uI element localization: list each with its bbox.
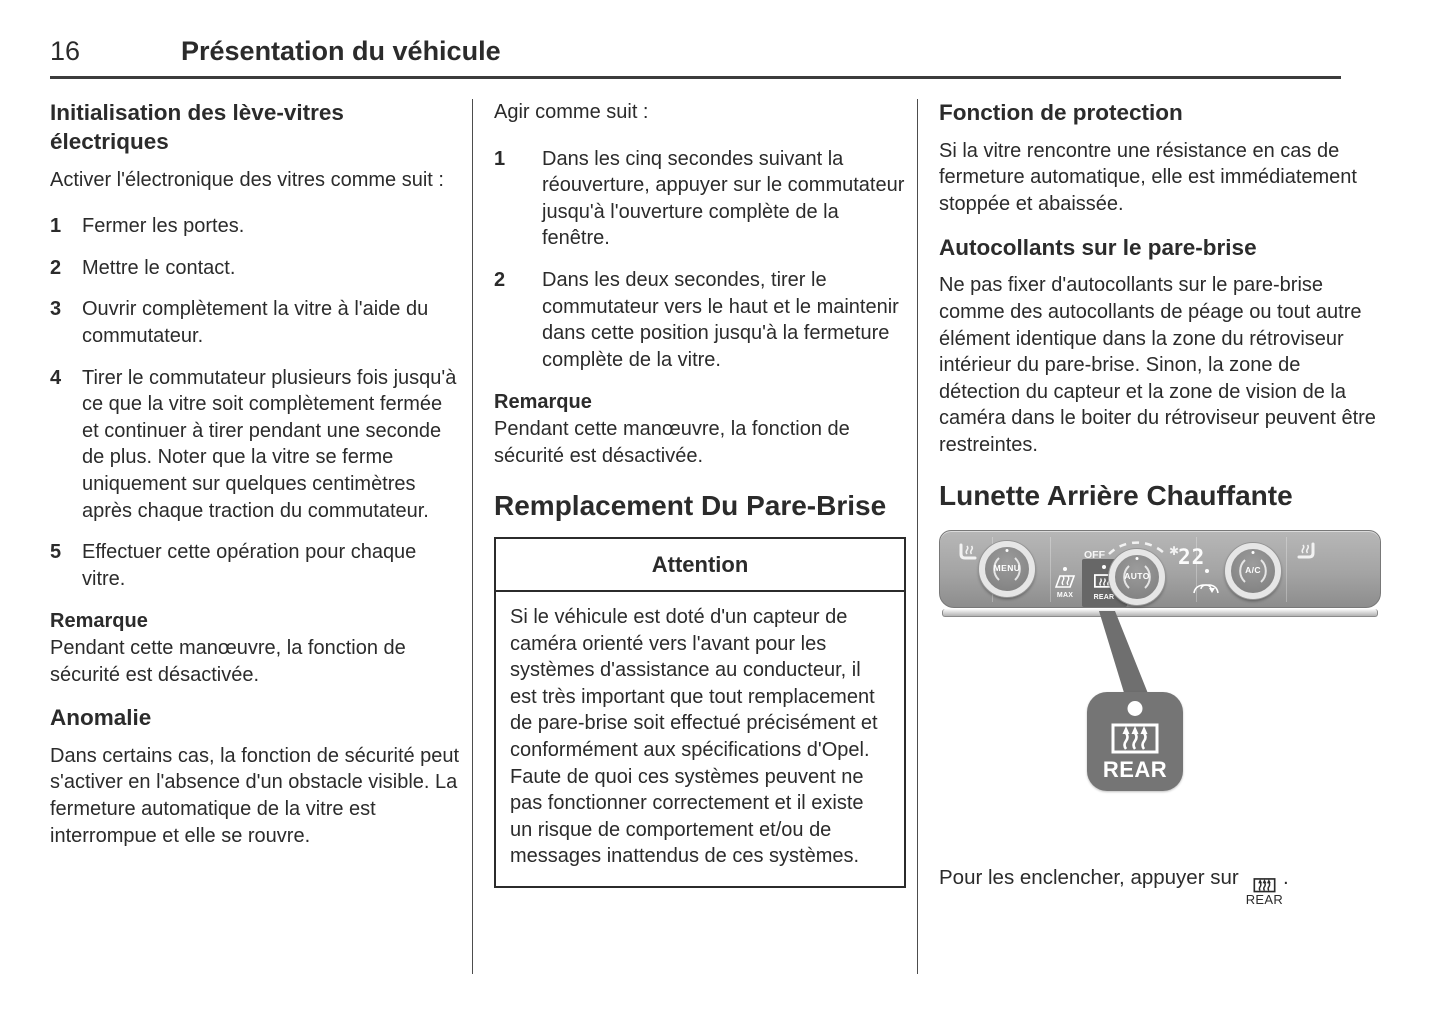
attention-title: Attention (496, 539, 904, 592)
attention-box (494, 537, 906, 888)
content-columns (50, 99, 1445, 974)
section-heading-windshield: Remplacement Du Pare-Brise (494, 490, 887, 522)
column-left (50, 99, 473, 974)
list-item (50, 365, 460, 525)
body-text: Si la vitre rencontre une résistance en cas de fermeture automatique, elle est immédiatement stoppée et abaissée. (939, 139, 1357, 215)
climate-control-figure (939, 528, 1381, 804)
step-number: 2 (50, 256, 62, 279)
step-number: 2 (494, 268, 506, 291)
rear-defrost-icon (1252, 877, 1277, 893)
ac-knob-label: A/C (1245, 565, 1261, 576)
list-item (50, 213, 460, 240)
list-item (494, 267, 906, 373)
numbered-steps (494, 146, 906, 374)
step-number: 5 (50, 541, 62, 564)
body-text: Dans certains cas, la fonction de sécurité peut s'activer en l'absence d'un obstacle visible. La fermeture automatique de la vitre est interrompue et elle se rouvre. (50, 744, 460, 847)
list-item (494, 146, 906, 252)
fan-icon: ✱ (1169, 544, 1180, 559)
step-number: 4 (50, 366, 62, 389)
note-label: Remarque (494, 391, 592, 414)
step-text: Tirer le commutateur plusieurs fois jusqu'à ce que la vitre soit complètement fermée et continuer à tirer pendant une seconde de plus. Noter que la vitre se ferme uniquement sur quelques centimètres après chaque traction du commutateur. (82, 366, 457, 522)
step-number: 3 (50, 298, 62, 321)
step-text: Ouvrir complètement la vitre à l'aide du commutateur. (82, 298, 429, 347)
step-number: 1 (50, 215, 62, 238)
section-heading-anomalie: Anomalie (50, 705, 152, 731)
note-text: Pendant cette manœuvre, la fonction de sécurité est désactivée. (50, 636, 406, 686)
rear-button-label: REAR (1093, 594, 1115, 602)
page-number: 16 (50, 36, 81, 66)
list-item (50, 296, 460, 349)
column-center (473, 99, 918, 974)
rear-button-callout (1087, 692, 1183, 791)
note-label: Remarque (50, 610, 148, 633)
temperature-display: 22 (1178, 545, 1206, 570)
step-text: Fermer les portes. (82, 215, 245, 238)
caption-period: . (1283, 866, 1289, 890)
figure-caption (939, 864, 1379, 906)
attention-body: Si le véhicule est doté d'un capteur de caméra orienté vers l'avant pour les systèmes d'assistance au conducteur, il est très important que tout remplacement de pare-brise soit effectué précisément et conformément aux spécifications d'Opel. Faute de quoi ces systèmes peuvent ne pas fonctionner correctement et il existe un risque de comportement et/ou de messages inattendus de ces systèmes. (510, 605, 878, 868)
step-text: Dans les deux secondes, tirer le commutateur vers le haut et le maintenir dans cette position jusqu'à la fermeture complète de la vitre. (542, 268, 899, 371)
intro-text: Activer l'électronique des vitres comme suit : (50, 168, 444, 191)
caption-rear-label: REAR (1245, 892, 1284, 908)
led-indicator (1128, 701, 1143, 716)
step-text: Mettre le contact. (82, 256, 236, 279)
max-button-label: MAX (1056, 592, 1074, 600)
note-text: Pendant cette manœuvre, la fonction de sécurité est désactivée. (494, 417, 850, 467)
section-heading-rear-window: Lunette Arrière Chauffante (939, 479, 1293, 511)
step-text: Dans les cinq secondes suivant la réouverture, appuyer sur le commutateur jusqu'à l'ouverture complète de la fenêtre. (542, 147, 905, 250)
caption-text: Pour les enclencher, appuyer sur (939, 866, 1239, 890)
rear-key-symbol (1246, 877, 1283, 906)
step-number: 1 (494, 147, 506, 170)
menu-knob-label: MENU (993, 563, 1021, 574)
section-heading-stickers: Autocollants sur le pare-brise (939, 234, 1257, 260)
list-item (50, 255, 460, 282)
section-heading-protection: Fonction de protection (939, 100, 1183, 125)
body-text: Ne pas fixer d'autocollants sur le pare-brise comme des autocollants de péage ou tout autre élément identique dans la zone du rétroviseur intérieur du pare-brise. Sinon, la zone de détection du capteur et la zone de vision de la caméra dans le boiter du rétroviseur peuvent être restreintes. (939, 274, 1376, 456)
page-title: Présentation du véhicule (181, 36, 501, 66)
auto-knob-label: AUTO (1124, 571, 1150, 582)
list-item (50, 539, 460, 592)
callout-rear-label: REAR (1102, 757, 1168, 783)
step-text: Effectuer cette opération pour chaque vitre. (82, 541, 417, 590)
rear-defrost-icon (1111, 721, 1159, 754)
page-header (50, 0, 1341, 79)
off-label: OFF (1084, 549, 1105, 562)
column-right (918, 99, 1379, 974)
numbered-steps (50, 213, 460, 592)
section-heading-window-init: Initialisation des lève-vitres électriques (50, 100, 344, 154)
intro-text: Agir comme suit : (494, 101, 649, 123)
